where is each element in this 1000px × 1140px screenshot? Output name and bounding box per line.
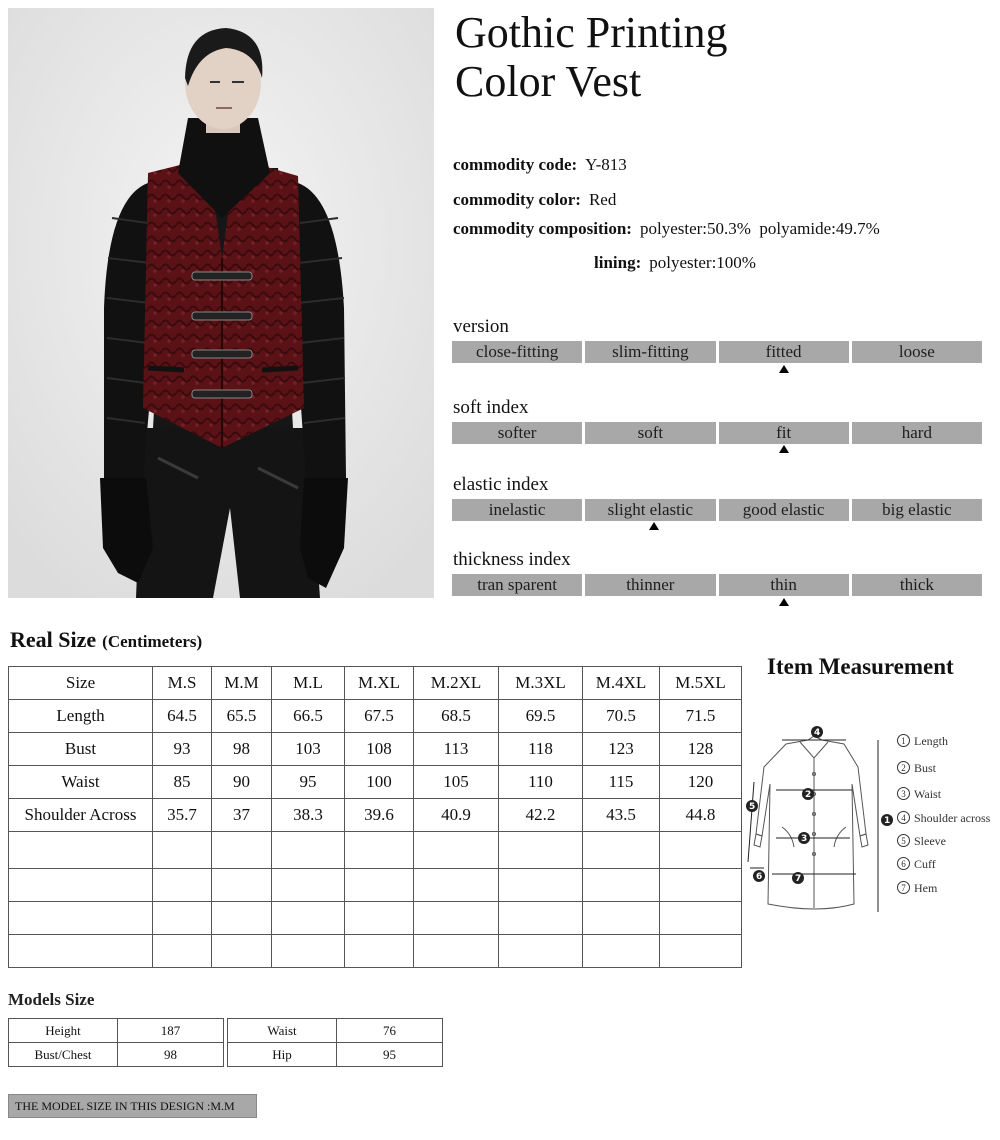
size-header-cell: M.XL <box>345 667 414 700</box>
size-header-cell: Size <box>9 667 153 700</box>
legend-item-hem <box>897 881 937 896</box>
model-waist-value: 76 <box>337 1019 443 1043</box>
thickness-index-option: thick <box>852 574 982 596</box>
legend-label: Cuff <box>914 857 936 871</box>
thickness-index-option: tran sparent <box>452 574 582 596</box>
coat-measurement-diagram <box>742 722 891 917</box>
size-header-cell: M.M <box>212 667 272 700</box>
thickness-index-bar <box>452 574 982 596</box>
models-size-title: Models Size <box>8 990 95 1009</box>
models-size-table-left <box>8 1018 224 1067</box>
thickness-index-selected-marker-icon <box>779 598 789 606</box>
table-row <box>9 799 742 832</box>
legend-label: Shoulder across <box>914 811 991 825</box>
version-selected-marker-icon <box>779 365 789 373</box>
size-table-header-row <box>9 667 742 700</box>
model-waist-label: Waist <box>228 1019 337 1043</box>
product-title-line2: Color Vest <box>455 57 642 106</box>
table-cell: 69.5 <box>499 700 583 733</box>
model-illustration <box>8 8 434 598</box>
soft-index-bar <box>452 422 982 444</box>
soft-index-option: hard <box>852 422 982 444</box>
elastic-index-selected-marker-icon <box>649 522 659 530</box>
model-bust-label: Bust/Chest <box>9 1043 118 1067</box>
table-cell: 38.3 <box>272 799 345 832</box>
row-label-waist: Waist <box>9 766 153 799</box>
model-hip-value: 95 <box>337 1043 443 1067</box>
size-header-cell: M.4XL <box>583 667 660 700</box>
table-cell: 93 <box>153 733 212 766</box>
svg-text:4: 4 <box>814 728 821 738</box>
legend-number-icon: 6 <box>897 857 910 870</box>
soft-index-option: softer <box>452 422 582 444</box>
svg-text:2: 2 <box>805 790 812 800</box>
table-cell: 85 <box>153 766 212 799</box>
commodity-color-value: Red <box>588 190 617 209</box>
thickness-index-title: thickness index <box>453 549 571 570</box>
table-cell: 115 <box>583 766 660 799</box>
table-cell: 110 <box>499 766 583 799</box>
svg-text:1: 1 <box>884 816 891 826</box>
table-cell: 113 <box>414 733 499 766</box>
table-cell: 66.5 <box>272 700 345 733</box>
table-cell: 37 <box>212 799 272 832</box>
table-row <box>9 1019 224 1043</box>
item-measurement-title: Item Measurement <box>767 654 954 679</box>
legend-number-icon: 3 <box>897 787 910 800</box>
legend-item-shoulder-across <box>897 811 990 826</box>
soft-index-option: soft <box>585 422 715 444</box>
table-row <box>228 1043 443 1067</box>
table-cell: 44.8 <box>660 799 742 832</box>
thickness-index-option: thin <box>719 574 849 596</box>
product-title-line1: Gothic Printing <box>455 8 728 57</box>
legend-item-bust <box>897 761 936 776</box>
table-cell: 103 <box>272 733 345 766</box>
table-row <box>9 766 742 799</box>
table-cell: 35.7 <box>153 799 212 832</box>
row-label-length: Length <box>9 700 153 733</box>
table-cell: 65.5 <box>212 700 272 733</box>
legend-number-icon: 2 <box>897 761 910 774</box>
empty-table-row <box>9 902 742 935</box>
commodity-composition-row <box>453 219 880 239</box>
commodity-code-row <box>453 155 627 175</box>
product-title <box>455 8 995 106</box>
commodity-color-label: commodity color: <box>453 190 581 209</box>
table-cell: 70.5 <box>583 700 660 733</box>
lining-row <box>594 253 756 273</box>
legend-label: Bust <box>914 761 937 775</box>
table-cell: 39.6 <box>345 799 414 832</box>
elastic-index-title: elastic index <box>453 474 549 495</box>
table-cell: 67.5 <box>345 700 414 733</box>
models-size-table-right <box>227 1018 443 1067</box>
table-cell: 105 <box>414 766 499 799</box>
elastic-index-option: inelastic <box>452 499 582 521</box>
row-label-shoulder-across: Shoulder Across <box>9 799 153 832</box>
svg-text:6: 6 <box>756 872 763 882</box>
size-header-cell: M.3XL <box>499 667 583 700</box>
soft-index-selected-marker-icon <box>779 445 789 453</box>
lining-value: polyester:100% <box>649 253 756 272</box>
commodity-color-row <box>453 190 616 210</box>
legend-item-cuff <box>897 857 936 872</box>
lining-label: lining: <box>594 253 642 272</box>
real-size-unit: (Centimeters) <box>102 632 203 651</box>
elastic-index-option: big elastic <box>852 499 982 521</box>
version-bar <box>452 341 982 363</box>
size-table <box>8 666 742 968</box>
table-cell: 40.9 <box>414 799 499 832</box>
version-option: fitted <box>719 341 849 363</box>
legend-number-icon: 4 <box>897 811 910 824</box>
size-header-cell: M.L <box>272 667 345 700</box>
version-option: loose <box>852 341 982 363</box>
soft-index-option: fit <box>719 422 849 444</box>
version-option: close-fitting <box>452 341 582 363</box>
real-size-title: Real Size <box>10 627 97 652</box>
model-size-note: THE MODEL SIZE IN THIS DESIGN :M.M <box>8 1094 257 1118</box>
table-cell: 123 <box>583 733 660 766</box>
commodity-code-value: Y-813 <box>585 155 627 174</box>
table-cell: 95 <box>272 766 345 799</box>
table-cell: 100 <box>345 766 414 799</box>
table-row <box>9 700 742 733</box>
table-cell: 108 <box>345 733 414 766</box>
thickness-index-option: thinner <box>585 574 715 596</box>
legend-number-icon: 7 <box>897 881 910 894</box>
table-cell: 118 <box>499 733 583 766</box>
legend-item-sleeve <box>897 834 946 849</box>
size-header-cell: M.5XL <box>660 667 742 700</box>
version-title: version <box>453 316 509 337</box>
real-size-heading <box>10 627 202 653</box>
legend-label: Waist <box>914 787 942 801</box>
table-cell: 128 <box>660 733 742 766</box>
svg-text:7: 7 <box>795 874 802 884</box>
version-option: slim-fitting <box>585 341 715 363</box>
svg-text:5: 5 <box>749 802 756 812</box>
legend-label: Length <box>914 734 948 748</box>
empty-table-row <box>9 869 742 902</box>
empty-table-row <box>9 935 742 968</box>
soft-index-title: soft index <box>453 397 529 418</box>
model-bust-value: 98 <box>118 1043 224 1067</box>
legend-label: Hem <box>914 881 938 895</box>
commodity-composition-value: polyester:50.3% polyamide:49.7% <box>639 219 880 238</box>
legend-item-waist <box>897 787 941 802</box>
table-cell: 90 <box>212 766 272 799</box>
row-label-bust: Bust <box>9 733 153 766</box>
size-header-cell: M.S <box>153 667 212 700</box>
legend-label: Sleeve <box>914 834 946 848</box>
size-header-cell: M.2XL <box>414 667 499 700</box>
table-row <box>228 1019 443 1043</box>
svg-text:3: 3 <box>801 834 808 844</box>
elastic-index-option: slight elastic <box>585 499 715 521</box>
table-cell: 43.5 <box>583 799 660 832</box>
table-cell: 64.5 <box>153 700 212 733</box>
elastic-index-bar <box>452 499 982 521</box>
table-cell: 71.5 <box>660 700 742 733</box>
table-cell: 98 <box>212 733 272 766</box>
commodity-code-label: commodity code: <box>453 155 578 174</box>
model-height-label: Height <box>9 1019 118 1043</box>
legend-number-icon: 1 <box>897 734 910 747</box>
product-photo <box>8 8 434 598</box>
model-hip-label: Hip <box>228 1043 337 1067</box>
table-cell: 120 <box>660 766 742 799</box>
table-row <box>9 733 742 766</box>
table-cell: 42.2 <box>499 799 583 832</box>
empty-table-row <box>9 832 742 869</box>
commodity-composition-label: commodity composition: <box>453 219 632 238</box>
legend-item-length <box>897 734 948 749</box>
table-row <box>9 1043 224 1067</box>
elastic-index-option: good elastic <box>719 499 849 521</box>
model-height-value: 187 <box>118 1019 224 1043</box>
table-cell: 68.5 <box>414 700 499 733</box>
legend-number-icon: 5 <box>897 834 910 847</box>
